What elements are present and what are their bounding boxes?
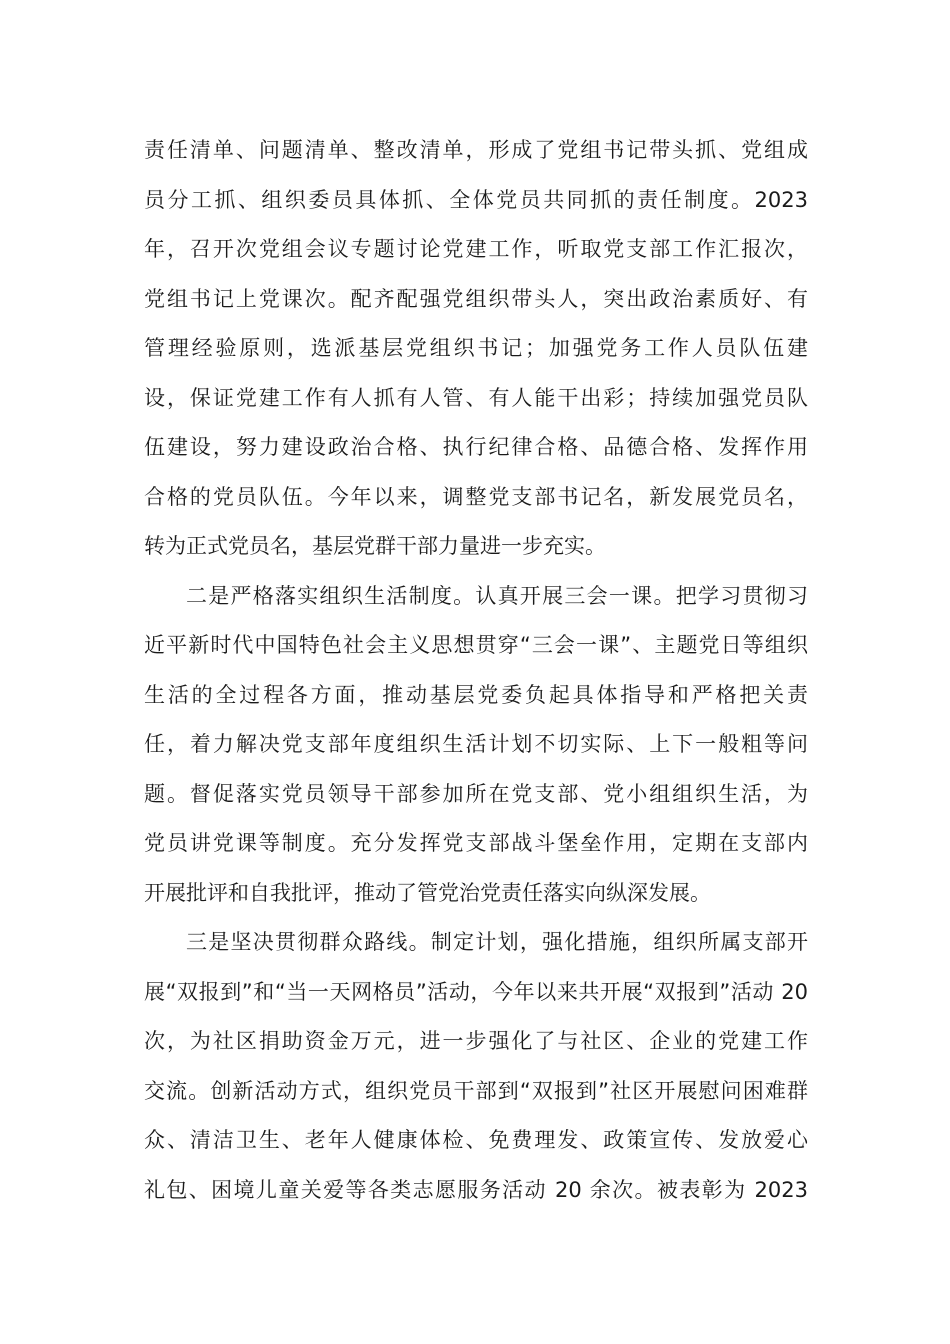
text-line: 近平新时代中国特色社会主义思想贯穿“三会一课”、主题党日等组织: [144, 633, 808, 657]
text-line: 生活的全过程各方面，推动基层党委负起具体指导和严格把关责: [144, 682, 808, 707]
text-line: 党员讲党课等制度。充分发挥党支部战斗堡垒作用，定期在支部内: [144, 831, 808, 855]
text-line: 年，召开次党组会议专题讨论党建工作，听取党支部工作汇报次，: [144, 237, 808, 261]
text-line: 礼包、困境儿童关爱等各类志愿服务活动 20 余次。被表彰为 2023: [144, 1177, 808, 1202]
text-line: 开展批评和自我批评，推动了管党治党责任落实向纵深发展。: [144, 880, 711, 905]
document-body: [144, 126, 808, 1215]
text-line: 党组书记上党课次。配齐配强党组织带头人，突出政治素质好、有: [144, 286, 808, 311]
text-line: 众、清洁卫生、老年人健康体检、免费理发、政策宣传、发放爱心: [144, 1128, 808, 1152]
text-line: 转为正式党员名，基层党群干部力量进一步充实。: [144, 534, 606, 558]
paragraph-organization-life: [144, 572, 808, 919]
text-line: 管理经验原则，选派基层党组织书记；加强党务工作人员队伍建: [144, 336, 808, 360]
text-line: 设，保证党建工作有人抓有人管、有人能干出彩；持续加强党员队: [144, 385, 808, 410]
text-line: 责任清单、问题清单、整改清单，形成了党组书记带头抓、党组成: [144, 138, 808, 162]
text-line: 员分工抓、组织委员具体抓、全体党员共同抓的责任制度。2023: [144, 187, 808, 212]
text-line: 伍建设，努力建设政治合格、执行纪律合格、品德合格、发挥作用: [144, 435, 808, 459]
text-line: 二是严格落实组织生活制度。认真开展三会一课。把学习贯彻习: [186, 583, 808, 608]
text-line: 三是坚决贯彻群众路线。制定计划，强化措施，组织所属支部开: [186, 930, 808, 954]
paragraph-responsibility-system: [144, 126, 808, 572]
text-line: 合格的党员队伍。今年以来，调整党支部书记名，新发展党员名，: [144, 484, 808, 509]
paragraph-mass-line: [144, 918, 808, 1215]
text-line: 题。督促落实党员领导干部参加所在党支部、党小组组织生活，为: [144, 781, 808, 806]
text-line: 次，为社区捐助资金万元，进一步强化了与社区、企业的党建工作: [144, 1029, 808, 1053]
text-line: 任，着力解决党支部年度组织生活计划不切实际、上下一般粗等问: [144, 732, 808, 756]
text-line: 交流。创新活动方式，组织党员干部到“双报到”社区开展慰问困难群: [144, 1078, 808, 1103]
text-line: 展“双报到”和“当一天网格员”活动，今年以来共开展“双报到”活动 20: [144, 979, 808, 1004]
